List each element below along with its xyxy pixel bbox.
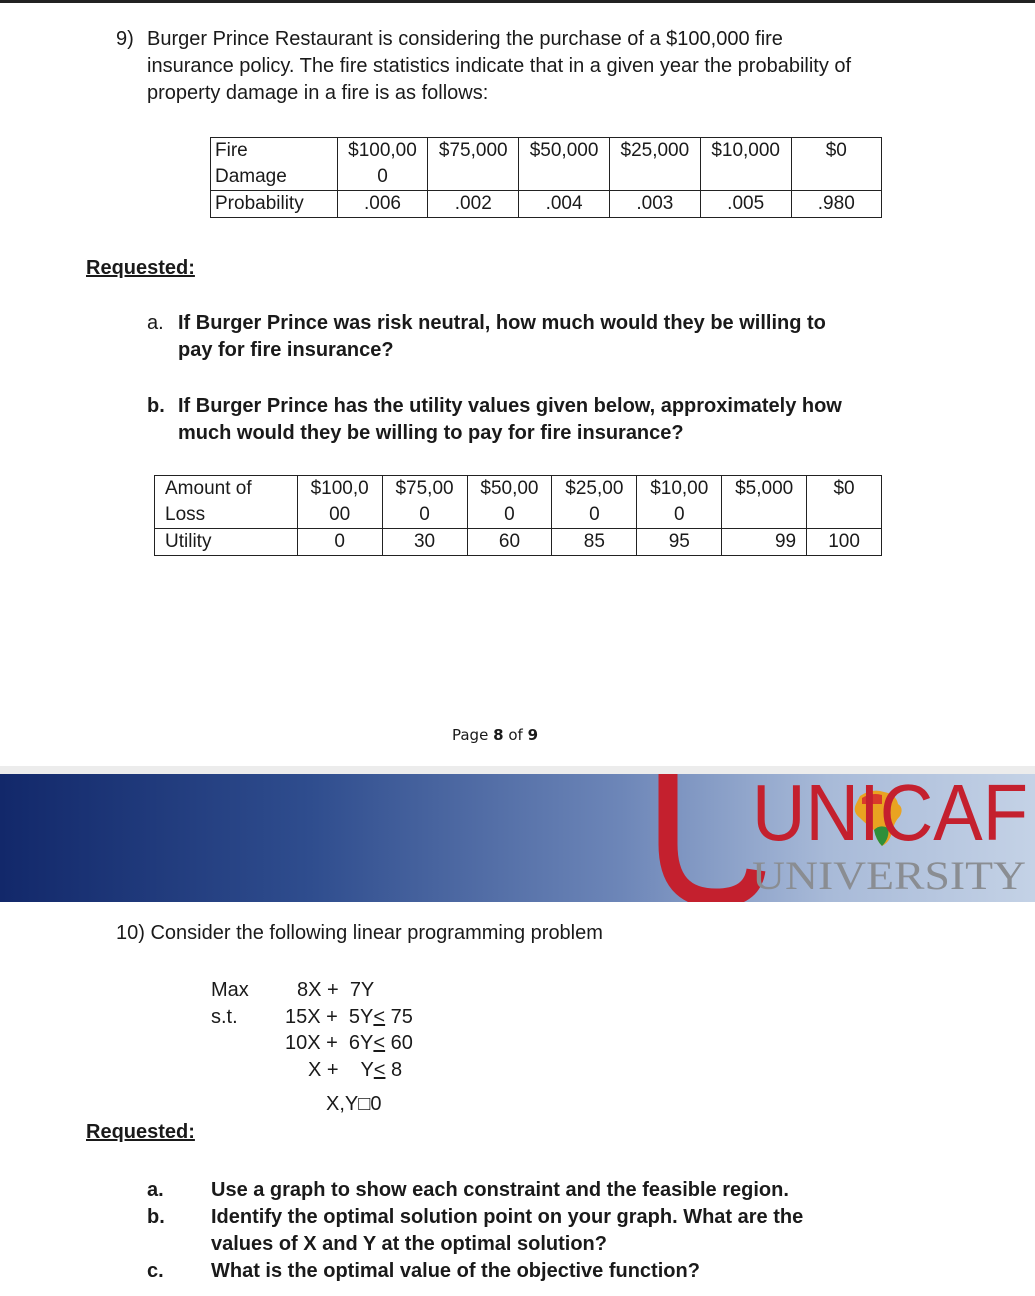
table-cell: $0 xyxy=(807,476,882,529)
question-10 xyxy=(116,920,603,947)
nonnegativity-constraint: X,Y□0 xyxy=(326,1093,382,1115)
table-cell: 60 xyxy=(467,529,552,556)
constraint-lhs: 15X + 5Y xyxy=(285,1006,374,1028)
table-row xyxy=(211,191,882,218)
objective-function: 8X + 7Y xyxy=(297,979,375,1001)
page-break xyxy=(0,766,1035,774)
table-cell: $50,000 xyxy=(519,138,610,191)
cell-value: $100,0 xyxy=(310,478,369,499)
question-number: 10) xyxy=(116,922,145,944)
row-label: Utility xyxy=(155,529,298,556)
requested-heading: Requested: xyxy=(86,1121,195,1143)
part-text: pay for fire insurance? xyxy=(178,339,394,361)
cell-value: $75,00 xyxy=(395,478,454,499)
table-cell: $5,000 xyxy=(722,476,807,529)
row-label: Damage xyxy=(215,166,287,187)
logo-u-shape xyxy=(668,774,756,898)
cell-value: $100,00 xyxy=(348,140,417,161)
logo-main-text: UNICAF xyxy=(752,774,1028,857)
task-label: a. xyxy=(147,1179,164,1201)
list-item xyxy=(147,1258,851,1285)
part-label: a. xyxy=(147,312,164,334)
cell-value: 00 xyxy=(329,504,351,525)
table-cell: 95 xyxy=(637,529,722,556)
question-number: 9) xyxy=(116,28,134,50)
table-cell: .005 xyxy=(700,191,791,218)
constraint-rhs: 60 xyxy=(385,1032,413,1054)
constraint-2 xyxy=(285,1030,413,1057)
list-item xyxy=(147,1204,851,1258)
constraint-rhs: 75 xyxy=(385,1006,413,1028)
part-text: much would they be willing to pay for fire insurance? xyxy=(178,422,684,444)
q10-tasks xyxy=(147,1177,851,1285)
table-cell: 99 xyxy=(722,529,807,556)
table-cell: 100 xyxy=(807,529,882,556)
constraint-lhs: 10X + 6Y xyxy=(285,1032,374,1054)
table-cell xyxy=(155,476,298,529)
st-label: s.t. xyxy=(211,1006,238,1028)
table-cell: 0 xyxy=(297,529,382,556)
constraint-rhs: 8 xyxy=(385,1059,403,1081)
list-item xyxy=(147,1177,851,1204)
task-text: Identify the optimal solution point on your graph. What are the values of X and Y at the optimal solution? xyxy=(211,1206,804,1255)
logo-sub-text: UNIVERSITY xyxy=(752,853,1026,898)
constraint-relation: < xyxy=(373,1032,386,1054)
task-label: c. xyxy=(147,1260,164,1282)
cell-value: 0 xyxy=(589,504,600,525)
top-rule xyxy=(0,0,1035,3)
page-current: 8 xyxy=(493,726,504,744)
question-9 xyxy=(116,26,906,107)
utility-table xyxy=(154,475,882,556)
table-cell: $0 xyxy=(791,138,881,191)
table-cell xyxy=(552,476,637,529)
row-label: Loss xyxy=(165,504,206,525)
cell-value: $25,00 xyxy=(565,478,624,499)
constraint-lhs: X + Y xyxy=(308,1059,374,1081)
table-cell: .003 xyxy=(609,191,700,218)
fire-damage-table xyxy=(210,137,882,218)
requested-heading: Requested: xyxy=(86,257,195,279)
part-text: If Burger Prince has the utility values given below, approximately how xyxy=(178,395,842,417)
table-cell xyxy=(297,476,382,529)
question-intro: Consider the following linear programming problem xyxy=(150,922,603,944)
task-text: What is the optimal value of the objective function? xyxy=(211,1260,700,1282)
question-line: property damage in a fire is as follows: xyxy=(147,82,489,104)
part-label: b. xyxy=(147,395,165,417)
unicaf-logo xyxy=(0,774,1035,902)
table-cell: .004 xyxy=(519,191,610,218)
table-cell: $75,000 xyxy=(428,138,519,191)
constraint-3 xyxy=(308,1057,402,1084)
cell-value: 0 xyxy=(377,166,388,187)
cell-value: 0 xyxy=(673,504,685,525)
table-row xyxy=(155,476,882,529)
max-label: Max xyxy=(211,979,249,1001)
table-cell: .980 xyxy=(791,191,881,218)
task-text: Use a graph to show each constraint and the feasible region. xyxy=(211,1179,789,1201)
university-banner xyxy=(0,774,1035,902)
table-cell xyxy=(337,138,428,191)
constraint-1 xyxy=(285,1004,413,1031)
row-label: Probability xyxy=(211,191,338,218)
table-cell: .006 xyxy=(337,191,428,218)
table-cell: 85 xyxy=(552,529,637,556)
table-cell xyxy=(382,476,467,529)
question-line: Burger Prince Restaurant is considering the purchase of a $100,000 fire xyxy=(147,28,783,50)
page-total: 9 xyxy=(527,726,538,744)
cell-value: 0 xyxy=(504,504,515,525)
table-cell xyxy=(637,476,722,529)
row-label: Fire xyxy=(215,140,248,161)
row-label: Amount of xyxy=(165,478,252,499)
page-number xyxy=(0,726,990,744)
table-cell: $25,000 xyxy=(609,138,700,191)
part-a xyxy=(147,310,887,364)
cell-value: $10,00 xyxy=(650,478,709,499)
constraint-relation: < xyxy=(373,1006,386,1028)
part-text: If Burger Prince was risk neutral, how much would they be willing to xyxy=(178,312,826,334)
table-row xyxy=(155,529,882,556)
page-of: of xyxy=(508,726,523,744)
cell-value: 0 xyxy=(419,504,430,525)
question-line: insurance policy. The fire statistics indicate that in a given year the probability of xyxy=(147,55,852,77)
table-row xyxy=(211,138,882,191)
table-cell xyxy=(211,138,338,191)
table-cell: .002 xyxy=(428,191,519,218)
part-b xyxy=(147,393,907,447)
task-label: b. xyxy=(147,1206,165,1228)
table-cell xyxy=(467,476,552,529)
constraint-relation: < xyxy=(373,1059,386,1081)
table-cell: 30 xyxy=(382,529,467,556)
table-cell: $10,000 xyxy=(700,138,791,191)
page-prefix: Page xyxy=(451,726,489,744)
cell-value: $50,00 xyxy=(480,478,539,499)
